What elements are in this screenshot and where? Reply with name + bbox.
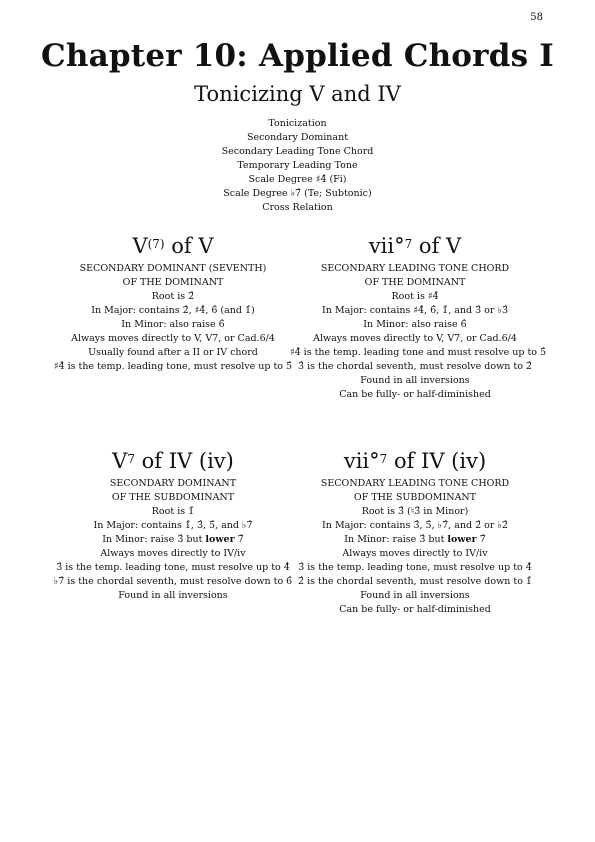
section-line: In Major: contains ♯4̂, 6̂, 1̂, and 3̂ or ♭3̂ xyxy=(321,305,508,316)
term-item: Cross Relation xyxy=(262,202,333,213)
term-item: Scale Degree ♯4̂ (Fi) xyxy=(248,174,347,185)
title-superscript: 7 xyxy=(379,452,388,466)
emphasis-text: lower xyxy=(447,534,477,545)
section-line: ♯4̂ is the temp. leading tone, must resolve up to 5̂ xyxy=(53,361,293,372)
chapter-title: Chapter 10: Applied Chords I xyxy=(41,38,554,74)
title-rest: of IV (iv) xyxy=(134,449,234,473)
section-title xyxy=(290,232,540,260)
section-line: ♭7̂ is the chordal seventh, must resolve down to 6̂ xyxy=(53,576,293,587)
section-line: In Major: contains 3̂, 5̂, ♭7̂, and 2̂ or ♭2̂ xyxy=(322,520,508,531)
section-line: SECONDARY LEADING TONE CHORD xyxy=(320,478,510,489)
section-line: OF THE SUBDOMINANT xyxy=(353,492,477,503)
title-rest: of IV (iv) xyxy=(387,449,487,473)
line-text: In Minor: raise 3̂ but xyxy=(344,534,448,545)
section-viio7-of-iv xyxy=(290,447,540,617)
line-text: 7̂ xyxy=(234,534,244,545)
section-line: Usually found after a II or IV chord xyxy=(88,347,258,358)
section-line: 3̂ is the temp. leading tone, must resolve up to 4̂ xyxy=(56,562,290,573)
term-item: Secondary Leading Tone Chord xyxy=(221,146,374,157)
section-line: Always moves directly to IV/iv xyxy=(342,548,488,559)
title-superscript: (7) xyxy=(147,237,165,251)
title-rest: of V xyxy=(412,234,462,258)
page-number: 58 xyxy=(530,12,543,23)
section-title xyxy=(48,232,298,260)
section-line: Found in all inversions xyxy=(360,590,470,601)
section-line: Can be fully- or half-diminished xyxy=(339,604,491,615)
section-line: SECONDARY LEADING TONE CHORD xyxy=(320,263,510,274)
term-item: Scale Degree ♭7̂ (Te; Subtonic) xyxy=(223,188,372,199)
section-line: 2̂ is the chordal seventh, must resolve down to 1̂ xyxy=(298,576,532,587)
term-item: Temporary Leading Tone xyxy=(237,160,358,171)
title-main: V xyxy=(132,234,148,258)
emphasis-text: lower xyxy=(205,534,235,545)
section-title xyxy=(290,447,540,475)
section-line: Root is 3̂ (♮3̂ in Minor) xyxy=(361,506,469,517)
section-line xyxy=(290,533,540,547)
section-line: In Minor: also raise 6̂ xyxy=(121,319,225,330)
section-line: Root is ♯4̂ xyxy=(391,291,439,302)
section-line: Root is 2̂ xyxy=(151,291,195,302)
section-line: Found in all inversions xyxy=(118,590,228,601)
section-line: Always moves directly to V, V7, or Cad.6/4 xyxy=(313,333,517,344)
term-item: Secondary Dominant xyxy=(246,132,349,143)
section-v-of-v xyxy=(48,232,298,374)
section-line: 3̂ is the chordal seventh, must resolve down to 2̂ xyxy=(298,361,532,372)
title-main: V xyxy=(112,449,128,473)
section-line: OF THE DOMINANT xyxy=(364,277,466,288)
section-line: SECONDARY DOMINANT xyxy=(109,478,237,489)
section-line: In Minor: also raise 6̂ xyxy=(363,319,467,330)
section-line: Always moves directly to IV/iv xyxy=(100,548,246,559)
key-terms-list xyxy=(0,117,595,215)
section-line: In Major: contains 1̂, 3̂, 5̂, and ♭7̂ xyxy=(93,520,253,531)
section-viio7-of-v xyxy=(290,232,547,402)
title-superscript: 7 xyxy=(404,237,413,251)
line-text: In Minor: raise 3̂ but xyxy=(102,534,206,545)
title-main: vii° xyxy=(368,234,405,258)
title-rest: of V xyxy=(164,234,214,258)
chapter-subtitle: Tonicizing V and IV xyxy=(194,82,401,106)
section-line: 3̂ is the temp. leading tone, must resolve up to 4̂ xyxy=(298,562,532,573)
section-line: OF THE SUBDOMINANT xyxy=(111,492,235,503)
title-main: vii° xyxy=(343,449,380,473)
section-line: Always moves directly to V, V7, or Cad.6/4 xyxy=(71,333,275,344)
section-line: Root is 1̂ xyxy=(151,506,195,517)
section-line: Found in all inversions xyxy=(360,375,470,386)
section-v7-of-iv xyxy=(48,447,298,603)
section-title xyxy=(48,447,298,475)
term-item: Tonicization xyxy=(268,118,327,129)
section-line: OF THE DOMINANT xyxy=(122,277,224,288)
section-line: SECONDARY DOMINANT (SEVENTH) xyxy=(79,263,267,274)
section-line xyxy=(48,533,298,547)
section-line: Can be fully- or half-diminished xyxy=(339,389,491,400)
section-line: In Major: contains 2̂, ♯4̂, 6̂ (and 1̂) xyxy=(91,305,255,316)
line-text: 7̂ xyxy=(476,534,486,545)
title-superscript: 7 xyxy=(127,452,135,466)
section-line: ♯4̂ is the temp. leading tone and must resolve up to 5̂ xyxy=(290,347,547,358)
